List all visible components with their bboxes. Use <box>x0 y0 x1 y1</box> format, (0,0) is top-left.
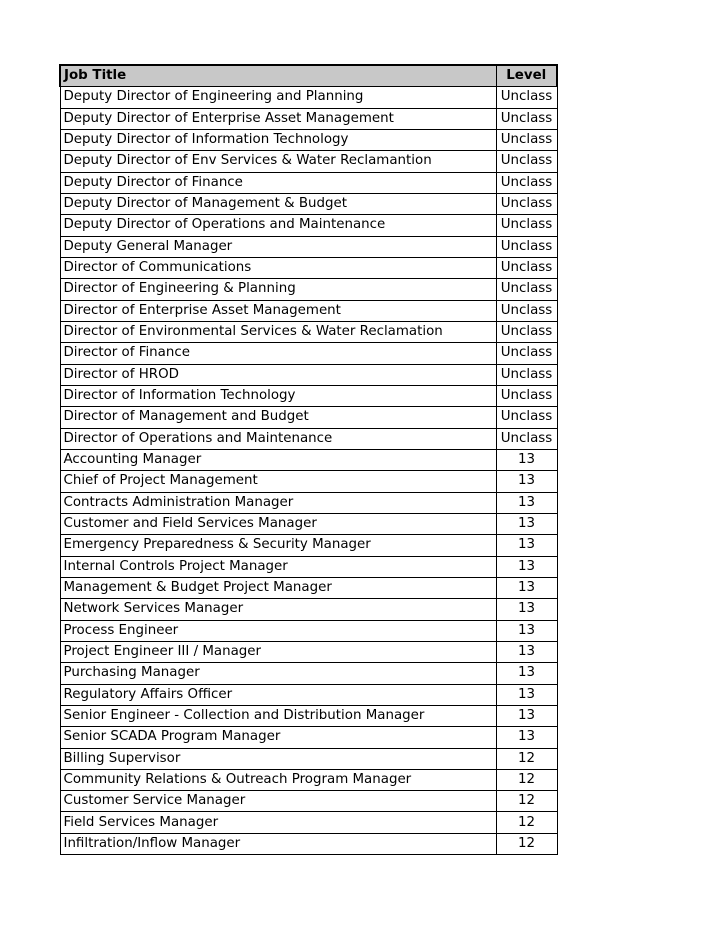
job-title-cell: Deputy Director of Finance <box>60 172 496 193</box>
level-cell: Unclass <box>496 428 557 449</box>
job-title-cell: Director of Finance <box>60 343 496 364</box>
table-row <box>60 129 557 150</box>
job-title-cell: Senior SCADA Program Manager <box>60 727 496 748</box>
job-title-cell: Emergency Preparedness & Security Manager <box>60 535 496 556</box>
job-level-sheet <box>59 64 556 855</box>
table-row <box>60 172 557 193</box>
job-title-cell: Deputy Director of Env Services & Water Reclamantion <box>60 151 496 172</box>
table-row <box>60 279 557 300</box>
table-row <box>60 236 557 257</box>
level-cell: 13 <box>496 556 557 577</box>
job-title-cell: Infiltration/Inflow Manager <box>60 833 496 854</box>
job-title-cell: Director of Management and Budget <box>60 407 496 428</box>
level-cell: Unclass <box>496 257 557 278</box>
level-cell: 13 <box>496 577 557 598</box>
job-title-cell: Management & Budget Project Manager <box>60 577 496 598</box>
level-cell: Unclass <box>496 172 557 193</box>
job-title-cell: Billing Supervisor <box>60 748 496 769</box>
table-row <box>60 833 557 854</box>
level-cell: 13 <box>496 620 557 641</box>
job-title-cell: Chief of Project Management <box>60 471 496 492</box>
level-cell: 13 <box>496 641 557 662</box>
job-title-cell: Director of Communications <box>60 257 496 278</box>
table-row <box>60 620 557 641</box>
level-cell: Unclass <box>496 279 557 300</box>
header-row <box>60 65 557 87</box>
level-cell: 12 <box>496 812 557 833</box>
table-row <box>60 577 557 598</box>
table-row <box>60 748 557 769</box>
job-title-cell: Accounting Manager <box>60 449 496 470</box>
job-title-cell: Senior Engineer - Collection and Distribution Manager <box>60 705 496 726</box>
table-row <box>60 257 557 278</box>
table-row <box>60 343 557 364</box>
level-cell: 13 <box>496 684 557 705</box>
job-title-cell: Director of Engineering & Planning <box>60 279 496 300</box>
level-cell: Unclass <box>496 364 557 385</box>
table-row <box>60 87 557 108</box>
level-cell: Unclass <box>496 87 557 108</box>
level-cell: 13 <box>496 727 557 748</box>
level-cell: 12 <box>496 769 557 790</box>
level-cell: Unclass <box>496 407 557 428</box>
level-cell: Unclass <box>496 129 557 150</box>
job-title-cell: Regulatory Affairs Officer <box>60 684 496 705</box>
level-cell: Unclass <box>496 151 557 172</box>
table-row <box>60 428 557 449</box>
level-cell: Unclass <box>496 385 557 406</box>
job-title-cell: Customer Service Manager <box>60 791 496 812</box>
job-title-cell: Contracts Administration Manager <box>60 492 496 513</box>
table-row <box>60 449 557 470</box>
job-title-cell: Project Engineer III / Manager <box>60 641 496 662</box>
table-row <box>60 535 557 556</box>
table-row <box>60 556 557 577</box>
level-cell: 12 <box>496 833 557 854</box>
level-cell: Unclass <box>496 321 557 342</box>
table-row <box>60 492 557 513</box>
level-cell: Unclass <box>496 215 557 236</box>
level-cell: 12 <box>496 748 557 769</box>
table-row <box>60 407 557 428</box>
level-cell: 13 <box>496 492 557 513</box>
level-cell: 12 <box>496 791 557 812</box>
table-row <box>60 385 557 406</box>
table-row <box>60 812 557 833</box>
level-cell: 13 <box>496 663 557 684</box>
level-cell: Unclass <box>496 108 557 129</box>
level-cell: 13 <box>496 599 557 620</box>
job-title-cell: Director of Enterprise Asset Management <box>60 300 496 321</box>
table-row <box>60 513 557 534</box>
job-title-cell: Field Services Manager <box>60 812 496 833</box>
table-row <box>60 193 557 214</box>
table-row <box>60 791 557 812</box>
level-header: Level <box>496 65 557 87</box>
job-title-cell: Deputy Director of Engineering and Planning <box>60 87 496 108</box>
level-cell: 13 <box>496 513 557 534</box>
job-title-cell: Community Relations & Outreach Program Manager <box>60 769 496 790</box>
table-row <box>60 364 557 385</box>
job-title-header: Job Title <box>60 65 496 87</box>
job-title-cell: Process Engineer <box>60 620 496 641</box>
table-row <box>60 727 557 748</box>
job-title-cell: Deputy General Manager <box>60 236 496 257</box>
level-cell: 13 <box>496 705 557 726</box>
table-row <box>60 663 557 684</box>
job-title-cell: Director of Operations and Maintenance <box>60 428 496 449</box>
level-cell: Unclass <box>496 193 557 214</box>
job-title-cell: Internal Controls Project Manager <box>60 556 496 577</box>
level-cell: Unclass <box>496 236 557 257</box>
table-row <box>60 684 557 705</box>
table-row <box>60 215 557 236</box>
level-cell: Unclass <box>496 300 557 321</box>
table-row <box>60 300 557 321</box>
job-title-cell: Deputy Director of Information Technology <box>60 129 496 150</box>
table-row <box>60 641 557 662</box>
table-row <box>60 321 557 342</box>
job-title-cell: Network Services Manager <box>60 599 496 620</box>
job-title-cell: Director of HROD <box>60 364 496 385</box>
table-row <box>60 769 557 790</box>
job-title-cell: Customer and Field Services Manager <box>60 513 496 534</box>
level-cell: Unclass <box>496 343 557 364</box>
job-title-cell: Deputy Director of Enterprise Asset Management <box>60 108 496 129</box>
job-title-cell: Deputy Director of Operations and Maintenance <box>60 215 496 236</box>
table-row <box>60 599 557 620</box>
level-cell: 13 <box>496 449 557 470</box>
job-title-cell: Director of Information Technology <box>60 385 496 406</box>
job-title-cell: Director of Environmental Services & Water Reclamation <box>60 321 496 342</box>
level-cell: 13 <box>496 471 557 492</box>
job-level-table <box>59 64 558 855</box>
table-body <box>60 87 557 855</box>
level-cell: 13 <box>496 535 557 556</box>
job-title-cell: Deputy Director of Management & Budget <box>60 193 496 214</box>
table-row <box>60 108 557 129</box>
table-row <box>60 151 557 172</box>
job-title-cell: Purchasing Manager <box>60 663 496 684</box>
table-row <box>60 705 557 726</box>
table-row <box>60 471 557 492</box>
